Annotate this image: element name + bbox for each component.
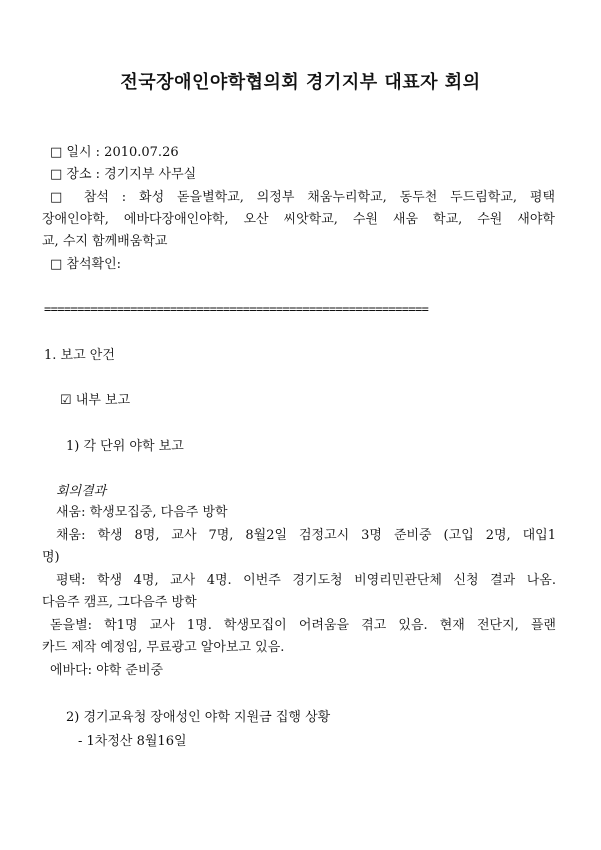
result-line: 새움: 학생모집중, 다음주 방학 (56, 505, 228, 520)
result-line: 에바다: 야학 준비중 (50, 663, 164, 678)
result-line: 명) (42, 550, 60, 565)
attendees-line: □ 참석 : 화성 돋을별학교, 의정부 채움누리학교, 동두천 두드림학교, 평택 (50, 190, 555, 205)
section-heading: 1. 보고 안건 (44, 348, 115, 363)
result-line: 카드 제작 예정임, 무료광고 알아보고 있음. (42, 640, 285, 655)
attendees-line: 장애인야학, 에바다장애인야학, 오산 씨앗학교, 수원 새움 학교, 수원 새야학 (42, 212, 555, 227)
meeting-date: □ 일시 : 2010.07.26 (50, 145, 179, 160)
result-line: 돋을별: 학1명 교사 1명. 학생모집이 어려움을 겪고 있음. 현재 전단지, 플랜 (50, 618, 556, 633)
separator-line: ========================================================== (44, 302, 429, 316)
attendees-line: 교, 수지 함께배움학교 (42, 234, 168, 249)
meeting-place: □ 장소 : 경기지부 사무실 (50, 167, 197, 182)
document-title: 전국장애인야학협의회 경기지부 대표자 회의 (120, 72, 481, 93)
result-label: 회의결과 (56, 484, 107, 499)
item-heading: 1) 각 단위 야학 보고 (66, 439, 184, 454)
item-heading: 2) 경기교육청 장애성인 야학 지원금 집행 상황 (66, 710, 331, 725)
subsection-heading: ☑ 내부 보고 (60, 393, 131, 408)
result-line: 평택: 학생 4명, 교사 4명. 이번주 경기도청 비영리민관단체 신청 결과 나옴. (56, 573, 556, 588)
item-detail: - 1차정산 8월16일 (78, 734, 187, 749)
result-line: 채움: 학생 8명, 교사 7명, 8월2일 검정고시 3명 준비중 (고입 2명, 대입1 (56, 528, 556, 543)
attendance-confirm: □ 참석확인: (50, 257, 122, 272)
result-line: 다음주 캠프, 그다음주 방학 (42, 595, 197, 610)
